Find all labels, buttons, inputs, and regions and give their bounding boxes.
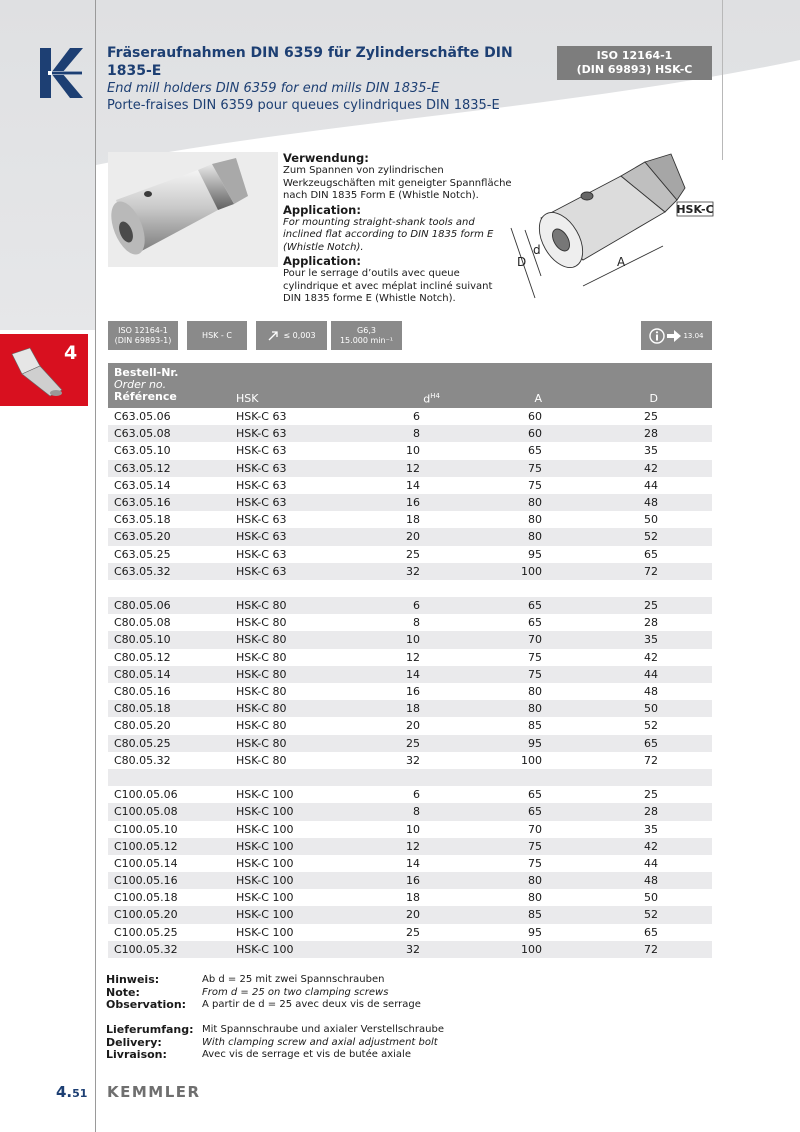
cell-d: 6 (413, 410, 420, 423)
page-number (56, 1083, 87, 1101)
spec-runout-value: ≤ 0,003 (283, 330, 316, 340)
note-label-fr: Observation: (106, 998, 187, 1011)
spec-iso-line2: (DIN 69893-1) (114, 335, 172, 345)
title-block (107, 44, 557, 114)
table-row (108, 872, 712, 889)
cell-a: 70 (528, 822, 542, 836)
table-row (108, 528, 712, 545)
cell-order-no: C63.05.32 (114, 564, 171, 578)
cell-hsk: HSK-C 100 (236, 908, 294, 922)
table-row (108, 442, 712, 459)
cell-a: 80 (528, 513, 542, 527)
cell-a: 75 (528, 461, 542, 475)
table-row (108, 563, 712, 580)
cell-order-no: C100.05.12 (114, 839, 178, 853)
header-a: A (534, 392, 542, 405)
cell-hsk: HSK-C 100 (236, 942, 294, 956)
cell-hsk: HSK-C 100 (236, 856, 294, 870)
cell-hsk: HSK-C 63 (236, 513, 287, 527)
cell-d: 12 (406, 650, 420, 664)
cell-order-no: C63.05.10 (114, 444, 171, 458)
cell-d: 8 (413, 427, 420, 441)
cell-big-d: 50 (644, 702, 658, 716)
cell-big-d: 44 (644, 667, 658, 681)
delivery-group (106, 1024, 716, 1062)
cell-order-no: C100.05.08 (114, 805, 178, 819)
table-row (108, 631, 712, 648)
kemmler-logo (40, 48, 84, 98)
cell-big-d: 72 (644, 942, 658, 956)
cell-order-no: C80.05.20 (114, 719, 171, 733)
cell-big-d: 28 (644, 427, 658, 441)
delivery-label-de: Lieferumfang: (106, 1023, 194, 1036)
cell-big-d: 48 (644, 495, 658, 509)
header-d (400, 392, 440, 406)
cell-d: 6 (413, 599, 420, 613)
cell-hsk: HSK-C 100 (236, 839, 294, 853)
cell-big-d: 50 (644, 891, 658, 905)
cell-hsk: HSK-C 63 (236, 461, 287, 475)
cell-a: 85 (528, 719, 542, 733)
cell-hsk: HSK-C 100 (236, 925, 294, 939)
drawing-label-hsk: HSK-C (676, 203, 714, 216)
table-row (108, 477, 712, 494)
cell-a: 95 (528, 736, 542, 750)
cell-d: 25 (406, 925, 420, 939)
cell-a: 65 (528, 805, 542, 819)
table-row (108, 511, 712, 528)
cell-order-no: C100.05.14 (114, 856, 178, 870)
header-d-symbol: d (423, 392, 431, 406)
cell-d: 14 (406, 667, 420, 681)
product-photo (108, 152, 278, 267)
table-row (108, 803, 712, 820)
cell-big-d: 72 (644, 564, 658, 578)
cell-a: 80 (528, 891, 542, 905)
cell-hsk: HSK-C 63 (236, 530, 287, 544)
delivery-text-en: With clamping screw and axial adjustment bolt (202, 1036, 438, 1048)
cell-big-d: 50 (644, 513, 658, 527)
cell-big-d: 42 (644, 839, 658, 853)
spec-balance-line2: 15.000 min⁻¹ (339, 335, 394, 345)
cell-big-d: 52 (644, 530, 658, 544)
usage-heading-fr: Application: (283, 254, 361, 268)
cell-hsk: HSK-C 63 (236, 495, 287, 509)
cell-order-no: C80.05.06 (114, 599, 171, 613)
cell-d: 8 (413, 616, 420, 630)
cell-d: 12 (406, 461, 420, 475)
cell-a: 80 (528, 685, 542, 698)
cell-hsk: HSK-C 80 (236, 702, 287, 716)
cell-big-d: 35 (644, 444, 658, 458)
table-row (108, 700, 712, 717)
page-number-sub: 51 (72, 1087, 88, 1100)
cell-a: 65 (528, 444, 542, 458)
cell-d: 14 (406, 478, 420, 492)
cell-hsk: HSK-C 80 (236, 633, 287, 647)
header-hsk: HSK (236, 392, 259, 405)
table-row (108, 924, 712, 941)
cell-big-d: 65 (644, 925, 658, 939)
table-row (108, 614, 712, 631)
cell-a: 80 (528, 530, 542, 544)
cell-hsk: HSK-C 100 (236, 822, 294, 836)
usage-heading-en: Application: (283, 202, 361, 217)
table-body (108, 408, 712, 958)
iso-badge-line1: ISO 12164-1 (596, 49, 673, 62)
cell-big-d: 72 (644, 753, 658, 767)
title-french: Porte-fraises DIN 6359 pour queues cylindriques DIN 1835-E (107, 98, 500, 113)
cell-order-no: C80.05.14 (114, 667, 171, 681)
spec-balance (331, 321, 402, 350)
cell-order-no: C63.05.16 (114, 495, 171, 509)
table-row (108, 889, 712, 906)
note-text-de: Ab d = 25 mit zwei Spannschrauben (202, 974, 385, 985)
cell-order-no: C63.05.12 (114, 461, 171, 475)
right-guide-line (722, 0, 723, 160)
table-row (108, 941, 712, 958)
title-german: Fräseraufnahmen DIN 6359 für Zylinderschäfte DIN 1835-E (107, 45, 513, 79)
cell-hsk: HSK-C 100 (236, 891, 294, 905)
table-row (108, 597, 712, 614)
page-number-main: 4. (56, 1083, 73, 1101)
cell-a: 65 (528, 788, 542, 802)
spec-runout (256, 321, 327, 350)
table-group-spacer (108, 580, 712, 597)
cell-hsk: HSK-C 80 (236, 667, 287, 681)
cell-hsk: HSK-C 100 (236, 788, 294, 802)
cell-big-d: 65 (644, 547, 658, 561)
note-label-en: Note: (106, 985, 140, 999)
header-order-fr: Référence (114, 390, 177, 403)
cell-order-no: C80.05.32 (114, 753, 171, 767)
cell-order-no: C63.05.14 (114, 478, 171, 492)
cell-d: 20 (406, 719, 420, 733)
info-icon (649, 328, 665, 344)
cell-order-no: C100.05.10 (114, 822, 178, 836)
cell-d: 16 (406, 495, 420, 509)
margin-line (95, 0, 96, 1132)
cell-order-no: C100.05.32 (114, 942, 178, 956)
delivery-text-de: Mit Spannschraube und axialer Verstellschraube (202, 1024, 444, 1035)
cell-a: 65 (528, 599, 542, 613)
table-row (108, 546, 712, 563)
cell-order-no: C100.05.18 (114, 891, 178, 905)
cell-a: 75 (528, 856, 542, 870)
cell-big-d: 48 (644, 685, 658, 698)
cell-d: 8 (413, 805, 420, 819)
header-order (114, 367, 178, 403)
header-order-en: Order no. (114, 378, 167, 391)
cell-d: 16 (406, 874, 420, 888)
cell-a: 75 (528, 839, 542, 853)
cell-hsk: HSK-C 80 (236, 736, 287, 750)
cell-order-no: C63.05.20 (114, 530, 171, 544)
cell-order-no: C80.05.18 (114, 702, 171, 716)
cell-big-d: 25 (644, 788, 658, 802)
table-row (108, 494, 712, 511)
cell-big-d: 52 (644, 719, 658, 733)
cell-hsk: HSK-C 80 (236, 650, 287, 664)
cell-d: 18 (406, 702, 420, 716)
table-row (108, 752, 712, 769)
cell-d: 32 (406, 942, 420, 956)
note-label-de: Hinweis: (106, 973, 160, 986)
delivery-text-fr: Avec vis de serrage et vis de butée axiale (202, 1049, 411, 1060)
cell-order-no: C63.05.08 (114, 427, 171, 441)
cell-a: 95 (528, 925, 542, 939)
cell-d: 16 (406, 685, 420, 698)
table-row (108, 906, 712, 923)
spec-reference-link[interactable] (641, 321, 712, 350)
table-row (108, 460, 712, 477)
usage-text-de: Zum Spannen von zylindrischen Werkzeugschäften mit geneigter Spannfläche nach DIN 1835 Form E (Whistle Notch). (283, 165, 512, 201)
delivery-label-fr: Livraison: (106, 1048, 167, 1061)
cell-d: 32 (406, 753, 420, 767)
cell-d: 25 (406, 736, 420, 750)
header-d-tolerance: H4 (430, 392, 440, 400)
drawing-label-a: A (617, 255, 626, 269)
table-row (108, 649, 712, 666)
chapter-number: 4 (64, 342, 78, 364)
cell-big-d: 42 (644, 461, 658, 475)
note-group (106, 974, 716, 1012)
chapter-tool-icon (6, 344, 68, 398)
cell-order-no: C100.05.16 (114, 874, 178, 888)
cell-big-d: 25 (644, 599, 658, 613)
cell-hsk: HSK-C 100 (236, 874, 294, 888)
cell-order-no: C80.05.12 (114, 650, 171, 664)
table-row (108, 855, 712, 872)
cell-a: 80 (528, 874, 542, 888)
cell-big-d: 65 (644, 736, 658, 750)
table-row (108, 408, 712, 425)
spec-hsk: HSK - C (187, 321, 247, 350)
cell-d: 20 (406, 530, 420, 544)
table-row (108, 683, 712, 700)
cell-big-d: 35 (644, 633, 658, 647)
cell-a: 70 (528, 633, 542, 647)
cell-order-no: C100.05.25 (114, 925, 178, 939)
table-row (108, 838, 712, 855)
cell-hsk: HSK-C 80 (236, 599, 287, 613)
cell-d: 25 (406, 547, 420, 561)
cell-order-no: C80.05.16 (114, 685, 171, 698)
title-english: End mill holders DIN 6359 for end mills DIN 1835-E (107, 81, 440, 96)
cell-hsk: HSK-C 80 (236, 719, 287, 733)
brand-name: KEMMLER (107, 1083, 201, 1101)
cell-big-d: 25 (644, 410, 658, 423)
technical-drawing (495, 148, 715, 303)
usage-heading-de: Verwendung: (283, 151, 369, 165)
cell-hsk: HSK-C 63 (236, 564, 287, 578)
cell-a: 100 (521, 942, 542, 956)
cell-d: 32 (406, 564, 420, 578)
cell-d: 6 (413, 788, 420, 802)
cell-order-no: C63.05.25 (114, 547, 171, 561)
cell-order-no: C80.05.10 (114, 633, 171, 647)
cell-a: 85 (528, 908, 542, 922)
table-row (108, 425, 712, 442)
cell-a: 75 (528, 478, 542, 492)
cell-a: 95 (528, 547, 542, 561)
iso-badge-line2: (DIN 69893) HSK-C (576, 63, 693, 76)
spec-iso (108, 321, 178, 350)
cell-hsk: HSK-C 80 (236, 616, 287, 630)
cell-d: 14 (406, 856, 420, 870)
table-group-spacer (108, 769, 712, 786)
table-row (108, 717, 712, 734)
cell-a: 100 (521, 564, 542, 578)
cell-order-no: C80.05.08 (114, 616, 171, 630)
note-text-en: From d = 25 on two clamping screws (202, 986, 389, 998)
spec-balance-line1: G6,3 (357, 325, 376, 335)
table-header (108, 363, 712, 408)
cell-a: 60 (528, 410, 542, 423)
cell-hsk: HSK-C 80 (236, 685, 287, 698)
cell-big-d: 52 (644, 908, 658, 922)
cell-a: 80 (528, 702, 542, 716)
cell-d: 10 (406, 822, 420, 836)
usage-text-fr: Pour le serrage d’outils avec queue cylindrique et avec méplat incliné suivant DIN 1835 forme E (Whistle Notch). (283, 268, 493, 304)
cell-d: 12 (406, 839, 420, 853)
cell-d: 20 (406, 908, 420, 922)
delivery-label-en: Delivery: (106, 1035, 162, 1049)
cell-a: 65 (528, 616, 542, 630)
table-row (108, 786, 712, 803)
cell-order-no: C100.05.20 (114, 908, 178, 922)
cell-a: 60 (528, 427, 542, 441)
cell-hsk: HSK-C 63 (236, 478, 287, 492)
runout-arrow-icon (267, 330, 279, 342)
table-row (108, 666, 712, 683)
cell-order-no: C100.05.06 (114, 788, 178, 802)
cell-hsk: HSK-C 100 (236, 805, 294, 819)
header-order-de: Bestell-Nr. (114, 366, 179, 379)
cell-d: 10 (406, 633, 420, 647)
cell-order-no: C63.05.18 (114, 513, 171, 527)
cell-big-d: 44 (644, 856, 658, 870)
drawing-label-d-small: d (533, 243, 541, 257)
usage-description (283, 151, 513, 306)
spec-iso-line1: ISO 12164-1 (118, 325, 168, 335)
cell-a: 80 (528, 495, 542, 509)
header-big-d: D (649, 392, 658, 405)
arrow-right-icon (667, 330, 681, 342)
cell-hsk: HSK-C 63 (236, 547, 287, 561)
cell-order-no: C80.05.25 (114, 736, 171, 750)
cell-d: 18 (406, 891, 420, 905)
table-row (108, 735, 712, 752)
cell-hsk: HSK-C 63 (236, 427, 287, 441)
cell-hsk: HSK-C 63 (236, 410, 287, 423)
cell-big-d: 42 (644, 650, 658, 664)
cell-a: 75 (528, 650, 542, 664)
cell-a: 100 (521, 753, 542, 767)
cell-order-no: C63.05.06 (114, 410, 171, 423)
cell-big-d: 44 (644, 478, 658, 492)
cell-big-d: 35 (644, 822, 658, 836)
note-text-fr: A partir de d = 25 avec deux vis de serrage (202, 999, 421, 1010)
cell-big-d: 28 (644, 805, 658, 819)
notes-section (106, 974, 716, 1062)
table-row (108, 821, 712, 838)
cell-d: 10 (406, 444, 420, 458)
usage-text-en: For mounting straight-shank tools and inclined flat according to DIN 1835 form E (Whistle Notch). (283, 216, 494, 253)
cell-big-d: 28 (644, 616, 658, 630)
spec-reference-value: 13.04 (683, 331, 704, 340)
iso-badge (557, 46, 712, 80)
cell-a: 75 (528, 667, 542, 681)
cell-big-d: 48 (644, 874, 658, 888)
cell-d: 18 (406, 513, 420, 527)
cell-hsk: HSK-C 63 (236, 444, 287, 458)
drawing-label-d-big: D (517, 255, 527, 269)
cell-hsk: HSK-C 80 (236, 753, 287, 767)
